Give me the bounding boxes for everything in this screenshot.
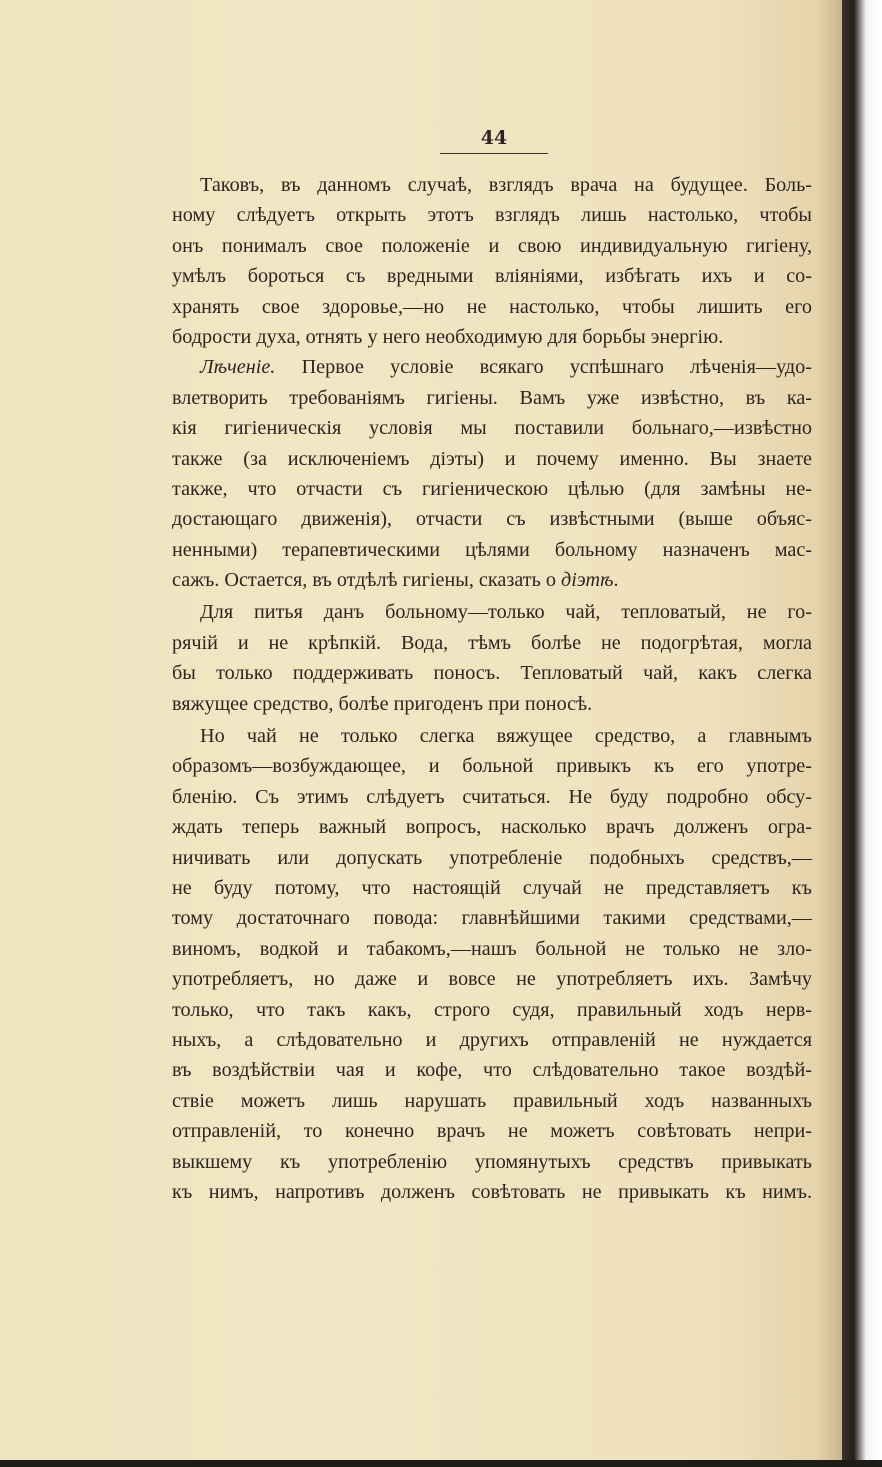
text-line: ному слѣдуетъ открыть этотъ взглядъ лишь настолько, чтобы [172,204,812,227]
text-run: Первое условіе всякаго успѣшнаго лѣченія—удо- [275,356,812,379]
text-line: виномъ, водкой и табакомъ,—нашъ больной не только не зло- [172,937,812,960]
section-heading: Лѣченіе. [200,356,276,379]
text-run: сажъ. Остается, въ отдѣлѣ гигіены, сказать о [172,569,561,592]
emphasized-word: діэтѣ [560,569,614,592]
bottom-edge [0,1460,882,1467]
paragraph-first-line [172,352,812,382]
text-line: употребляетъ, но даже и вовсе не употребляетъ ихъ. Замѣчу [172,968,812,991]
body-text [172,170,812,1207]
text-line: Но чай не только слегка вяжущее средство, а главнымъ [200,725,812,748]
text-line: Таковъ, въ данномъ случаѣ, взглядъ врача на будущее. Боль- [200,174,812,196]
text-line: кія гигіеническія условія мы поставили больнаго,—извѣстно [172,417,812,440]
page-number: 44 [480,127,508,149]
text-run: . [613,569,619,592]
text-line: образомъ—возбуждающее, и больной привыкъ къ его употре- [172,755,812,778]
text-line: достающаго движенія), отчасти съ извѣстными (выше объяс- [172,508,812,531]
text-line: въ воздѣйствіи чая и кофе, что слѣдовательно такое воздѣй- [172,1059,812,1082]
text-line: къ нимъ, напротивъ долженъ совѣтовать не привыкать къ нимъ. [172,1180,812,1203]
text-line: не буду потому, что настоящій случай не представляетъ къ [172,876,812,899]
text-line: бы только поддерживать поносъ. Тепловатый чай, какъ слегка [172,662,812,685]
text-line: Для питья данъ больному—только чай, тепловатый, не го- [200,601,812,624]
text-line: ненными) терапевтическими цѣлями больному назначенъ мас- [172,538,812,561]
text-line: выкшему къ употребленію упомянутыхъ средствъ привыкать [172,1150,812,1173]
text-line: также (за исключеніемъ діэты) и почему именно. Вы знаете [172,447,812,470]
text-line: бодрости духа, отнять у него необходимую для борьбы энергію. [172,325,724,348]
text-line: только, что такъ какъ, строго судя, правильный ходъ нерв- [172,998,812,1021]
text-line: вяжущее средство, болѣе пригоденъ при поносѣ. [172,692,593,715]
text-line: рячій и не крѣпкій. Вода, тѣмъ болѣе не подогрѣтая, могла [172,631,812,654]
page-spine-shadow [816,0,842,1460]
header-rule [440,153,548,154]
text-line: ждать теперь важный вопросъ, насколько врачъ долженъ огра- [172,816,812,839]
paragraph-last-line [172,565,812,595]
text-line: онъ понималъ свое положеніе и свою индивидуальную гигіену, [172,234,812,257]
text-line: влетворить требованіямъ гигіены. Вамъ уже извѣстно, въ ка- [172,386,812,409]
page-header [440,126,548,154]
text-line: отправленій, то конечно врачъ не можетъ совѣтовать непри- [172,1120,812,1143]
text-line: тому достаточнаго повода: главнѣйшими такими средствами,— [172,907,812,930]
text-line: ныхъ, а слѣдовательно и другихъ отправленій не нуждается [172,1028,812,1051]
text-line: ствіе можетъ лишь нарушать правильный ходъ названныхъ [172,1089,812,1112]
text-line: бленію. Съ этимъ слѣдуетъ считаться. Не буду подробно обсу- [172,785,812,808]
text-line: также, что отчасти съ гигіеническою цѣлью (для замѣны не- [172,477,812,500]
text-line: ничивать или допускать употребленіе подобныхъ средствъ,— [172,846,812,869]
book-edge [842,0,882,1467]
text-line: хранять свое здоровье,—но не настолько, чтобы лишить его [172,295,812,318]
text-line: умѣлъ бороться съ вредными вліяніями, избѣгать ихъ и со- [172,265,812,288]
